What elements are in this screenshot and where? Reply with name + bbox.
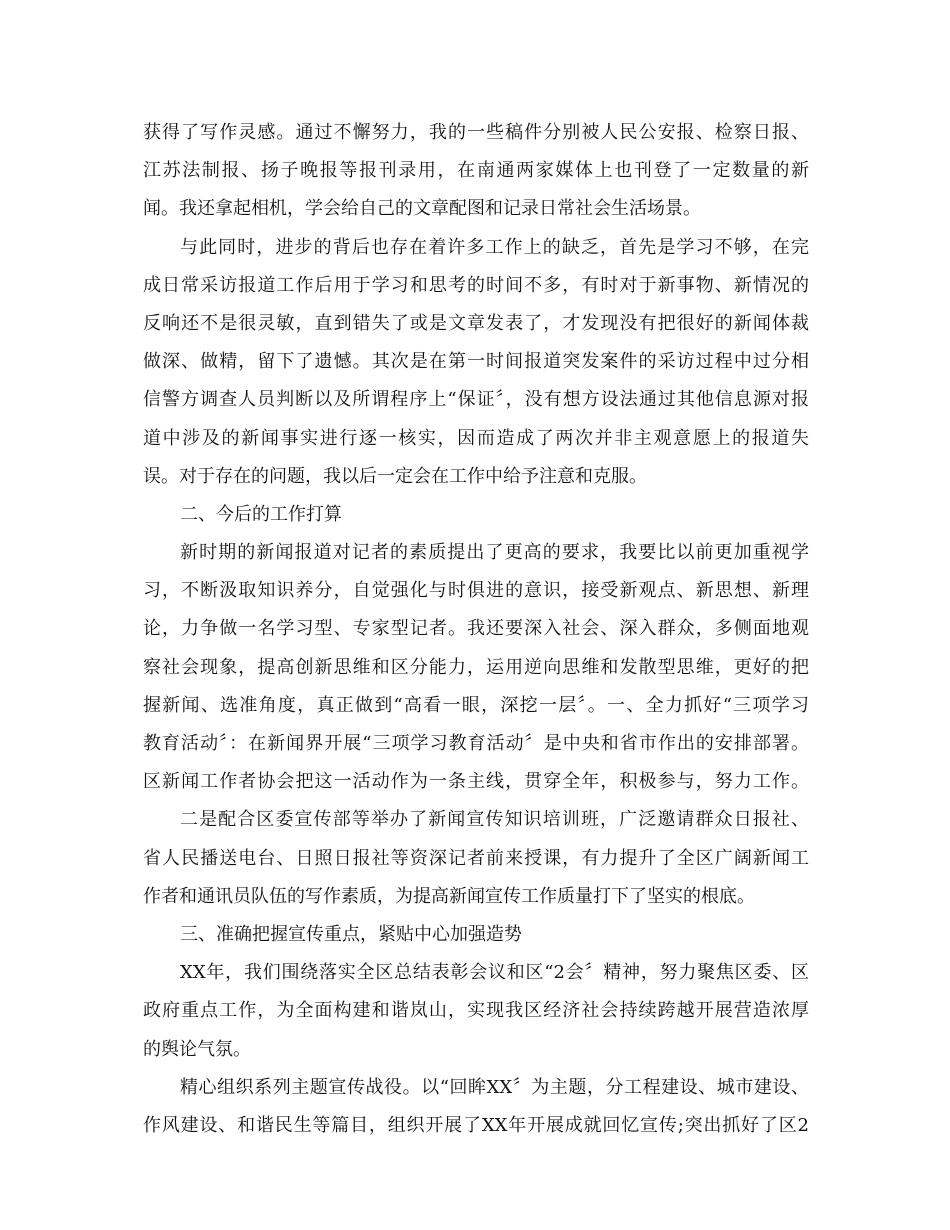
text-line: 察社会现象，提高创新思维和区分能力，运用逆向思维和发散型思维，更好的把 (143, 656, 809, 678)
text-line: 与此同时，进步的背后也存在着许多工作上的缺乏，首先是学习不够，在完 (180, 236, 809, 258)
text-line: 信警方调查人员判断以及所谓程序上“保证〞，没有想方设法通过其他信息源对报 (143, 389, 809, 411)
text-line: 论，力争做一名学习型、专家型记者。我还要深入社会、深入群众，多侧面地观 (143, 618, 809, 640)
text-line: 教育活动〞：在新闻界开展“三项学习教育活动〞是中央和省市作出的安排部署。 (143, 733, 809, 754)
text-line: 闻。我还拿起相机，学会给自己的文章配图和记录日常社会生活场景。 (143, 198, 701, 220)
text-line: 新时期的新闻报道对记者的素质提出了更高的要求，我要比以前更加重视学 (180, 542, 809, 564)
text-line: 误。对于存在的问题，我以后一定会在工作中给予注意和克服。 (143, 465, 647, 487)
text-line: 反响还不是很灵敏，直到错失了或是文章发表了，才发现没有把很好的新闻体裁 (143, 312, 809, 334)
text-line: 获得了写作灵感。通过不懈努力，我的一些稿件分别被人民公安报、检察日报、 (143, 122, 809, 143)
text-line: 做深、做精，留下了遗憾。其次是在第一时间报道突发案件的采访过程中过分相 (143, 351, 809, 373)
text-line: 区新闻工作者协会把这一活动作为一条主线，贯穿全年，积极参与，努力工作。 (143, 771, 809, 793)
text-line: 道中涉及的新闻事实进行逐一核实，因而造成了两次并非主观意愿上的报道失 (143, 427, 809, 449)
text-line: 省人民播送电台、日照日报社等资深记者前来授课，有力提升了全区广阔新闻工 (143, 847, 809, 869)
text-line: 精心组织系列主题宣传战役。以“回眸XX〞为主题，分工程建设、城市建设、 (180, 1076, 809, 1098)
text-line: 江苏法制报、扬子晚报等报刊录用，在南通两家媒体上也刊登了一定数量的新 (143, 160, 809, 182)
section-heading: 三、准确把握宣传重点，紧贴中心加强造势 (180, 923, 522, 945)
text-line: 习，不断汲取知识养分，自觉强化与时俱进的意识，接受新观点、新思想、新理 (143, 580, 809, 602)
text-line: 握新闻、选准角度，真正做到“高看一眼，深挖一层〞。一、全力抓好“三项学习 (143, 694, 809, 716)
text-line: 政府重点工作，为全面构建和谐岚山，实现我区经济社会持续跨越开展营造浓厚 (143, 1000, 809, 1022)
text-line: 作者和通讯员队伍的写作素质，为提高新闻宣传工作质量打下了坚实的根底。 (143, 885, 755, 907)
document-page (143, 114, 809, 1145)
text-line: 作风建设、和谐民生等篇目，组织开展了XX年开展成就回忆宣传;突出抓好了区2 (143, 1114, 809, 1136)
text-line: XX年，我们围绕落实全区总结表彰会议和区“2会〞精神，努力聚焦区委、区 (180, 962, 809, 984)
text-line: 的舆论气氛。 (143, 1038, 251, 1060)
text-line: 二是配合区委宣传部等举办了新闻宣传知识培训班，广泛邀请群众日报社、 (180, 809, 809, 831)
text-line: 成日常采访报道工作后用于学习和思考的时间不多，有时对于新事物、新情况的 (143, 274, 809, 296)
section-heading: 二、今后的工作打算 (180, 503, 342, 525)
